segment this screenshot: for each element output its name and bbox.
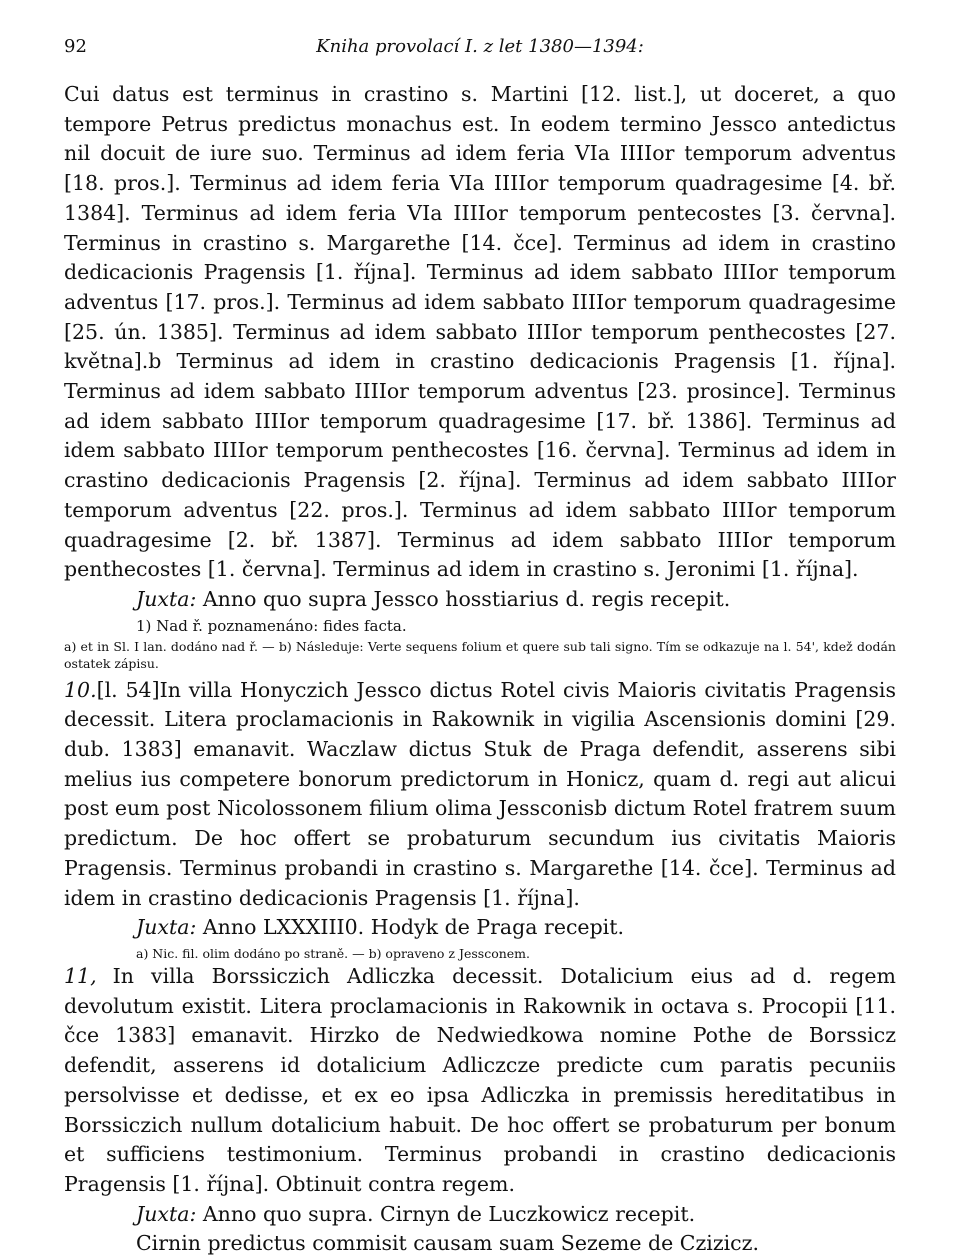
juxta-note	[64, 913, 896, 943]
juxta-text: Anno LXXXIII0. Hodyk de Praga recepit.	[196, 915, 624, 940]
entry-text: [l. 54]In villa Honyczich Jessco dictus Rotel civis Maioris civitatis Pragensis decessit. Litera proclamacionis in Rakownik in vigilia Ascensionis domini [29. dub. 1383] emanavit. Waczlaw dictus Stuk de Praga defendit, asserens sibi melius ius competere bonorum predictorum in Honicz, quam d. regi aut alicui post eum post Nicolossonem filium olima Jessconisb dictum Rotel fratrem suum predictum. De hoc offert se probaturum secundum ius civitatis Maioris Pragensis. Terminus probandi in crastino s. Margarethe [14. čce]. Terminus ad idem in crastino dedicacionis Pragensis [1. října].	[64, 677, 896, 910]
juxta-label: Juxta:	[136, 1201, 197, 1226]
running-title: Kniha provolací I. z let 1380—1394:	[316, 36, 644, 57]
entry-text: In villa Borssiczich Adliczka decessit. Dotalicium eius ad d. regem devolutum existit. Litera proclamacionis in Rakownik in octava s. Procopii [11. čce 1383] emanavit. Hirzko de Nedwiedkowa nomine Pothe de Borssicz defendit, asserens id dotalicium Adliczcze predicte cum paratis pecuniis persolvisse et dedisse, et ex eo ipsa Adliczka in premissis hereditatibus in Borssiczich nullum dotalicium habuit. De hoc offert se probaturum per bonum et sufficiens testimonium. Terminus probandi in crastino dedicacionis Pragensis [1. října]. Obtinuit contra regem.	[64, 963, 896, 1196]
footnote: 1) Nad ř. poznamenáno: fides facta.	[136, 616, 407, 635]
page-number: 92	[64, 36, 87, 57]
entry-10	[64, 676, 896, 914]
footnote-apparatus: a) Nic. fil. olim dodáno po straně. — b) opraveno z Jessconem.	[136, 945, 530, 961]
juxta-note	[64, 585, 896, 615]
paragraph-continuation: Cui datus est terminus in crastino s. Martini [12. list.], ut doceret, a quo tempore Petrus predictus monachus est. In eodem termino Jessco antedictus nil docuit de iure suo. Terminus ad idem feria VIa IIIIor temporum adventus [18. pros.]. Terminus ad idem feria VIa IIIIor temporum quadragesime [4. bř. 1384]. Terminus ad idem feria VIa IIIIor temporum pentecostes [3. června]. Terminus in crastino s. Margarethe [14. čce]. Terminus ad idem in crastino dedicacionis Pragensis [1. října]. Terminus ad idem sabbato IIIIor temporum adventus [17. pros.]. Terminus ad idem sabbato IIIIor temporum quadragesime [25. ún. 1385]. Terminus ad idem sabbato IIIIor temporum penthecostes [27. května].b Terminus ad idem in crastino dedicacionis Pragensis [1. října]. Terminus ad idem sabbato IIIIor temporum adventus [23. prosince]. Terminus ad idem sabbato IIIIor temporum quadragesime [17. bř. 1386]. Terminus ad idem sabbato IIIIor temporum penthecostes [16. června]. Terminus ad idem in crastino dedicacionis Pragensis [2. října]. Terminus ad idem sabbato IIIIor temporum adventus [22. pros.]. Terminus ad idem sabbato IIIIor temporum quadragesime [2. bř. 1387]. Terminus ad idem sabbato IIIIor temporum penthecostes [1. června]. Terminus ad idem in crastino s. Jeronimi [1. října].	[64, 82, 896, 582]
closing-line: Cirnin predictus commisit causam suam Sezeme de Czizicz.	[136, 1231, 759, 1256]
juxta-label: Juxta:	[136, 915, 197, 940]
juxta-text: Anno quo supra Jessco hosstiarius d. regis recepit.	[196, 586, 731, 611]
juxta-text: Anno quo supra. Cirnyn de Luczkowicz recepit.	[196, 1201, 696, 1226]
entry-11	[64, 962, 896, 1200]
entry-number-text: 11,	[64, 963, 97, 988]
entry-number-text: 10.	[64, 677, 97, 702]
footnote-apparatus: a) et in Sl. I lan. dodáno nad ř. — b) Následuje: Verte sequens folium et quere sub tali signo. Tím se odkazuje na l. 54', kdež dodán ostatek zápisu.	[64, 638, 896, 671]
page-content	[64, 80, 896, 1259]
juxta-note	[64, 1200, 896, 1230]
juxta-label: Juxta:	[136, 586, 197, 611]
page-header	[64, 36, 896, 60]
